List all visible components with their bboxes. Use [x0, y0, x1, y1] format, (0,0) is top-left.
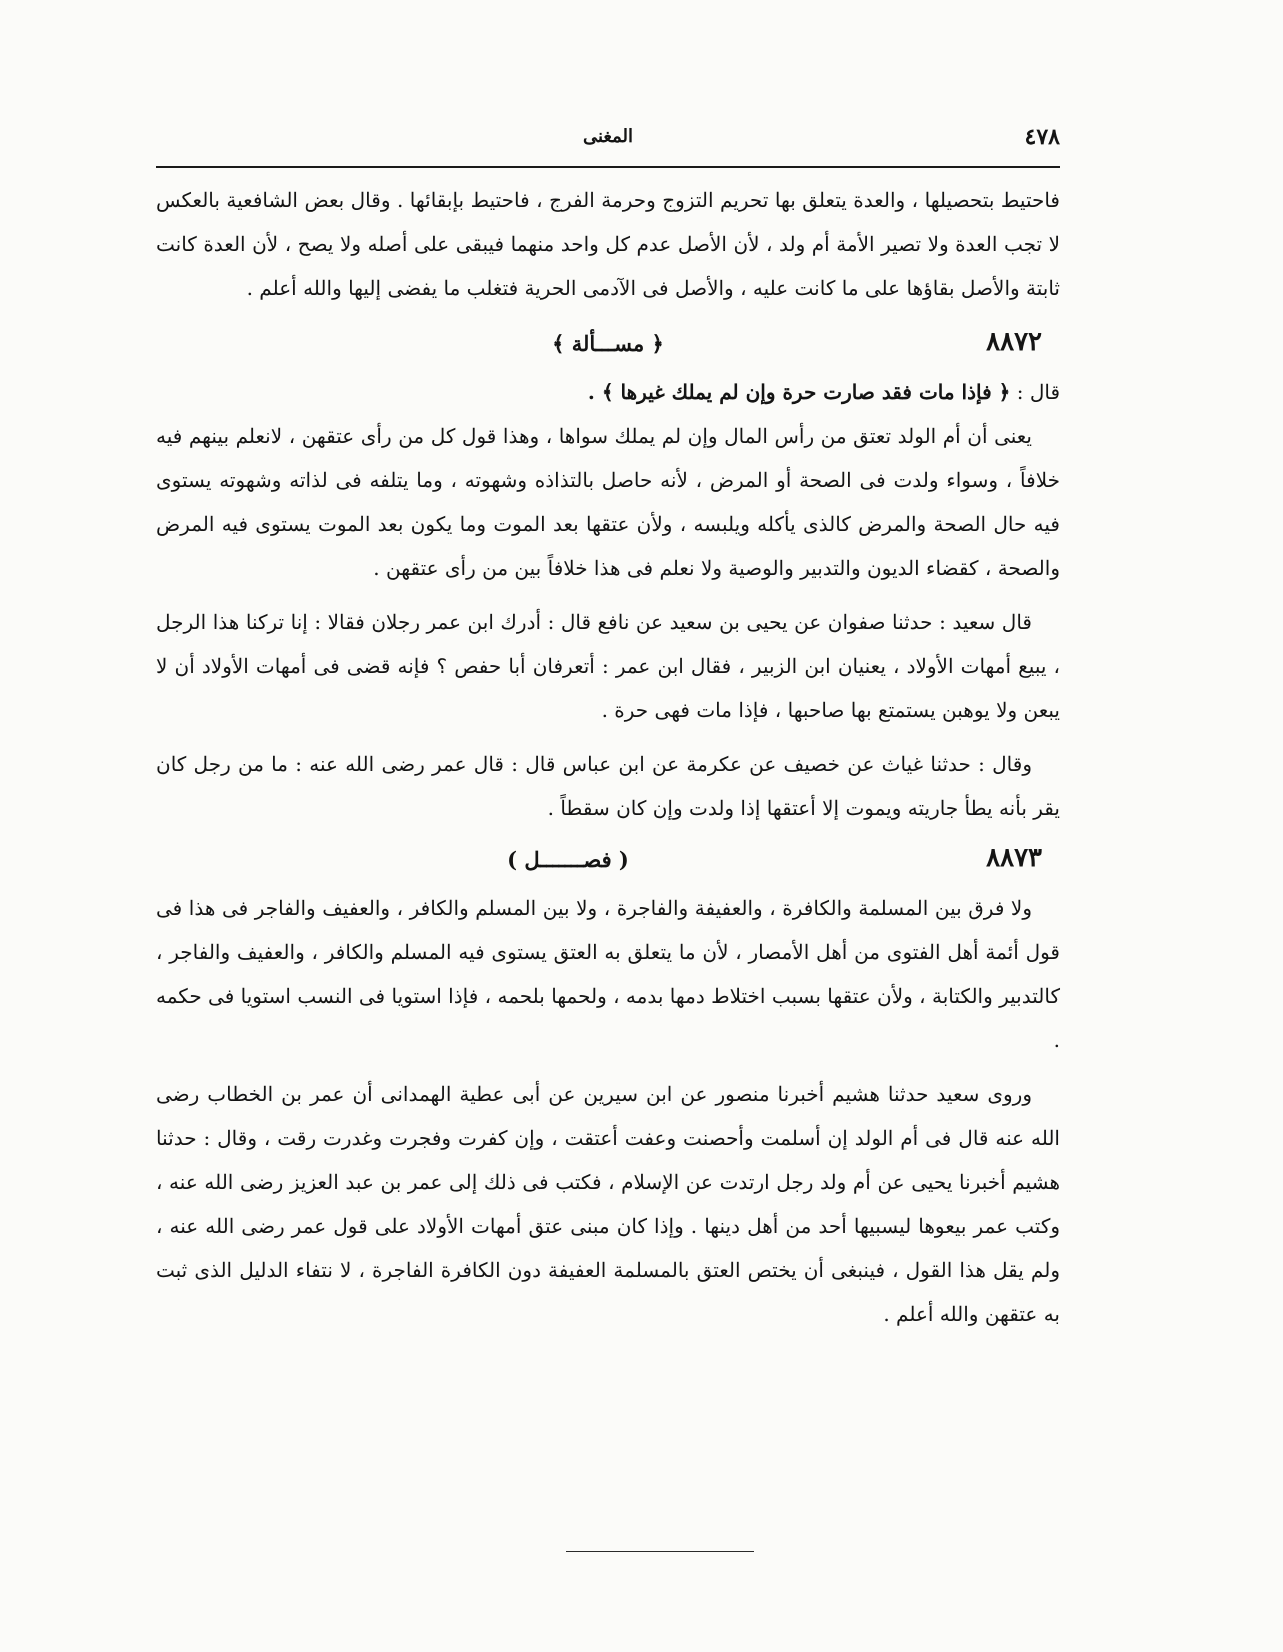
fasl-number: ٨٨٧٣: [986, 843, 1042, 873]
intro-paragraph: فاحتيط بتحصيلها ، والعدة يتعلق بها تحريم التزوج وحرمة الفرج ، فاحتيط بإبقائها . وقال بعض الشافعية بالعكس لا تجب العدة ولا تصير الأمة أم ولد ، لأن الأصل عدم كل واحد منهما فيبقى على أصله ولا يصح ، لأن العدة كانت ثابتة والأصل بقاؤها على ما كانت عليه ، والأصل فى الآدمى الحرية فتغلب ما يفضى إليها والله أعلم .: [156, 188, 1060, 300]
page-body: [156, 178, 1060, 1336]
masala-heading: [156, 318, 1060, 370]
page-header: [156, 118, 1060, 158]
fasl-label: ( فصـــــــل ): [507, 847, 629, 872]
paragraph-4: ولا فرق بين المسلمة والكافرة ، والعفيفة والفاجرة ، ولا بين المسلم والكافر ، والعفيف والفاجر فى هذا فى قول أئمة أهل الفتوى من أهل الأمصار ، لأن ما يتعلق به العتق يستوى فيه المسلم والكافر ، والعفيف والفاجر ، كالتدبير والكتابة ، ولأن عتقها بسبب اختلاط دمها بدمه ، ولحمها بلحمه ، فإذا استويا فى النسب استويا فى حكمه .: [156, 896, 1060, 1052]
qala-line: [156, 370, 1060, 414]
fasl-heading: [156, 834, 1060, 886]
paragraph-1: يعنى أن أم الولد تعتق من رأس المال وإن لم يملك سواها ، وهذا قول كل من رأى عتقهن ، لانعلم بينهم فيه خلافاً ، وسواء ولدت فى الصحة أو المرض ، لأنه حاصل بالتذاذه وشهوته ، وما يتلفه فى لذاته وشهوته يستوى فيه حال الصحة والمرض كالذى يأكله ويلبسه ، ولأن عتقها بعد الموت وما يكون بعد الموت يستوى فيه المرض والصحة ، كقضاء الديون والتدبير والوصية ولا نعلم فى هذا خلافاً بين من رأى عتقهن .: [156, 424, 1060, 580]
page-number: ٤٧٨: [1024, 124, 1060, 150]
paragraph-5: وروى سعيد حدثنا هشيم أخبرنا منصور عن ابن سيرين عن أبى عطية الهمدانى أن عمر بن الخطاب رضى الله عنه قال فى أم الولد إن أسلمت وأحصنت وعفت أعتقت ، وإن كفرت وفجرت وغدرت رقت ، وقال : حدثنا هشيم أخبرنا يحيى عن أم ولد رجل ارتدت عن الإسلام ، فكتب فى ذلك إلى عمر بن عبد العزيز رضى الله عنه ، وكتب عمر بيعوها ليسبيها أحد من أهل دينها . وإذا كان مبنى عتق أمهات الأولاد على قول عمر رضى الله عنه ، ولم يقل هذا القول ، فينبغى أن يختص العتق بالمسلمة العفيفة دون الكافرة الفاجرة ، لا نتفاء الدليل الذى ثبت به عتقهن والله أعلم .: [156, 1082, 1060, 1326]
paragraph-3: وقال : حدثنا غياث عن خصيف عن عكرمة عن ابن عباس قال : قال عمر رضى الله عنه : ما من رجل كان يقر بأنه يطأ جاريته ويموت إلا أعتقها إذا ولدت وإن كان سقطاً .: [156, 752, 1060, 820]
paragraph-2: قال سعيد : حدثنا صفوان عن يحيى بن سعيد عن نافع قال : أدرك ابن عمر رجلان فقالا : إنا تركنا هذا الرجل ، يبيع أمهات الأولاد ، يعنيان ابن الزبير ، فقال ابن عمر : أتعرفان أبا حفص ؟ فإنه قضى فى أمهات الأولاد أن لا يبعن ولا يوهبن يستمتع بها صاحبها ، فإذا مات فهى حرة .: [156, 610, 1060, 722]
header-rule: [156, 166, 1060, 168]
masala-number: ٨٨٧٢: [986, 327, 1042, 357]
running-title: المغنى: [582, 126, 633, 147]
masala-label: ﴿ مســـألة ﴾: [552, 331, 664, 356]
qala-prefix: قال :: [1016, 380, 1060, 404]
qala-quote: ﴿ فإذا مات فقد صارت حرة وإن لم يملك غيرها ﴾ .: [587, 380, 1011, 404]
footer-rule: [566, 1551, 754, 1552]
